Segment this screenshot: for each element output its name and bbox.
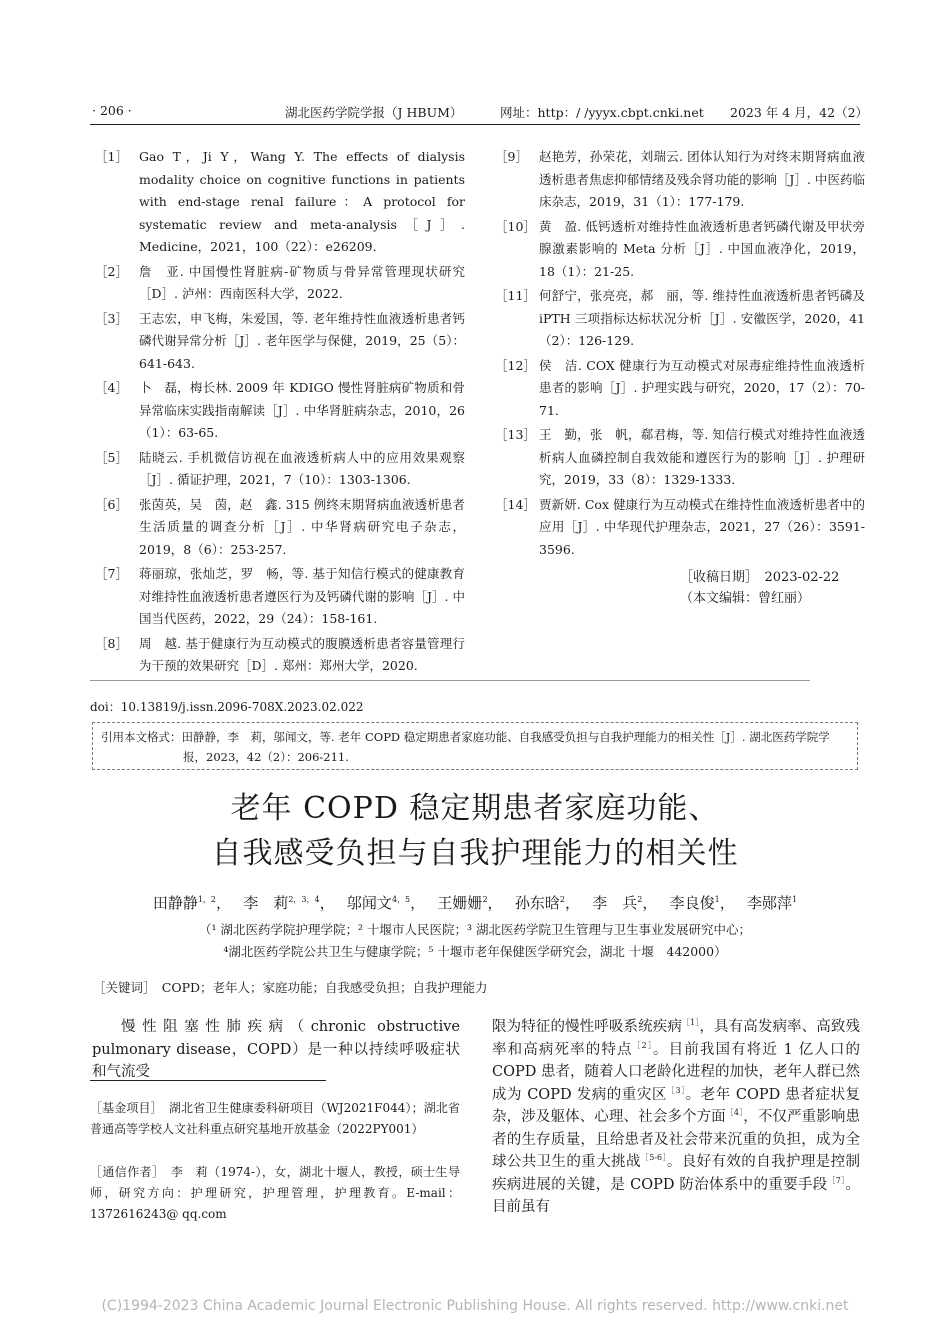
author: 李 兵$^2$， xyxy=(592,894,665,912)
reference-item: ［12］ 侯 洁. COX 健康行为互动模式对尿毒症维持性血液透析患者的影响［J］. 护理实践与研究，2020，17（2）：70-71. xyxy=(495,357,865,418)
page-number: · 206 · xyxy=(92,103,132,118)
author: 李 莉$^{2,3,4}$， xyxy=(243,894,343,912)
fund-text: 湖北省卫生健康委科研项目（WJ2021F044）；湖北省普通高等学校人文社科重点研究基地开放基金（2022PY001） xyxy=(90,1101,460,1136)
reference-item: ［8］ 周 越. 基于健康行为互动模式的腹膜透析患者容量管理行为干预的效果研究［D］. 郑州：郑州大学，2020. xyxy=(95,635,465,673)
header-rule xyxy=(90,124,860,125)
citation-line-2: 报，2023，42（2）：206-211. xyxy=(183,750,349,764)
affiliation-line-1: （¹ 湖北医药学院护理学院；² 十堰市人民医院；³ 湖北医药学院卫生管理与卫生事业发展研究中心； xyxy=(199,922,751,937)
reference-item: ［13］ 王 勤，张 帆，郗君梅，等. 知信行模式对维持性血液透析病人血磷控制自我效能和遵医行为的影响［J］. 护理研究，2019，33（8）：1329-1333. xyxy=(495,427,865,487)
author: 李良俊$^1$， xyxy=(669,894,743,912)
references-left xyxy=(95,146,465,680)
corr-text: 李 莉（1974-），女，湖北十堰人，教授，硕士生导师，研究方向：护理研究，护理管理，护理教育。E-mail：1372616243@ qq.com xyxy=(90,1165,460,1221)
reference-item: ［10］ 黄 盈. 低钙透析对维持性血液透析患者钙磷代谢及甲状旁腺激素影响的 Meta 分析［J］. 中国血液净化，2019，18（1）：21-25. xyxy=(495,218,865,279)
reference-item: ［3］ 王志宏，申飞梅，朱爱国，等. 老年维持性血液透析患者钙磷代谢异常分析［J］. 老年医学与保健，2019，25（5）：641-643. xyxy=(95,310,465,371)
author: 王姗姗$^2$， xyxy=(437,894,511,912)
author: 邬闻文$^{4,5}$， xyxy=(346,894,433,912)
citation-ref[interactable]: ［7］ xyxy=(827,1175,846,1185)
keywords-text: COPD；老年人；家庭功能；自我感受负担；自我护理能力 xyxy=(161,980,488,995)
keywords xyxy=(93,978,488,996)
intro-left-paragraph: 慢性阻塞性肺疾病（chronic obstructive pulmonary disease，COPD）是一种以持续呼吸症状和气流受 xyxy=(92,1019,460,1080)
citation-box xyxy=(92,722,858,770)
fund-footnote xyxy=(90,1098,460,1140)
keywords-label: ［关键词］ xyxy=(93,980,150,995)
journal-name: 湖北医药学院学报（J HBUM） xyxy=(285,105,463,120)
article-title-line-1: 老年 COPD 稳定期患者家庭功能、 xyxy=(230,791,720,826)
author: 李郧萍$^1$ xyxy=(747,894,798,912)
reference-item: ［5］ 陆晓云. 手机微信访视在血液透析病人中的应用效果观察［J］. 循证护理，2021，7（10）：1303-1306. xyxy=(95,449,465,487)
reference-item: ［14］ 贾新妍. Cox 健康行为互动模式在维持性血液透析患者中的应用［J］. 中华现代护理杂志，2021，27（26）：3591-3596. xyxy=(495,496,865,557)
corr-label: ［通信作者］ xyxy=(90,1165,159,1179)
citation-line-1: 引用本文格式：田静静，李 莉，邬闻文，等. 老年 COPD 稳定期患者家庭功能、自我感受负担与自我护理能力的相关性［J］. 湖北医药学院学 xyxy=(101,730,830,744)
reference-item: ［7］ 蒋丽琼，张灿芝，罗 畅，等. 基于知信行模式的健康教育对维持性血液透析患者遵医行为及钙磷代谢的影响［J］. 中国当代医药，2022，29（24）：158-161. xyxy=(95,566,465,626)
reference-item: ［1］ Gao T，Ji Y，Wang Y. The effects of dialysis modality choice on cognitive functions in patients with end-stage renal failure：A protocol for systematic review and meta-analysis［J］. Medicine，2021，100（22）：e26209. xyxy=(95,149,465,254)
author: 田静静$^{1,2}$， xyxy=(152,894,239,912)
reference-item: ［11］ 何舒宁，张亮亮，郝 丽，等. 维持性血液透析患者钙磷及 iPTH 三项指标达标状况分析［J］. 安徽医学，2020，41（2）：126-129. xyxy=(495,288,865,348)
article-title-line-2: 自我感受负担与自我护理能力的相关性 xyxy=(211,836,739,871)
citation-ref[interactable]: ［5-6］ xyxy=(640,1153,667,1163)
author-list xyxy=(0,892,950,913)
journal-website: 网址：http：/ /yyyx.cbpt.cnki.net xyxy=(500,105,704,120)
corresponding-footnote xyxy=(90,1162,460,1225)
citation-ref[interactable]: ［1］ xyxy=(681,1018,700,1028)
fund-label: ［基金项目］ xyxy=(90,1101,157,1115)
editor-note: （本文编辑：曾红丽） xyxy=(680,591,811,606)
citation-ref[interactable]: ［3］ xyxy=(666,1085,686,1095)
reference-item: ［4］ 卜 磊，梅长林. 2009 年 KDIGO 慢性肾脏病矿物质和骨异常临床实践指南解读［J］. 中华肾脏病杂志，2010，26（1）：63-65. xyxy=(95,380,465,440)
intro-right-paragraph: 限为特征的慢性呼吸系统疾病$^{[1]}$，具有高发病率、高致残率和高病死率的特点$^{[2]}$。目前我国有将近 1 亿人口的 COPD 患者，随着人口老龄化进程的加快，老年人群已然成为 COPD 发病的重灾区$^{[3]}$。老年 COPD 患者症状复杂，涉及躯体、心理、社会多个方面$^{[4]}$，不仅严重影响患者的生存质量，且给患者及社会带来沉重的负担，成为全球公共卫生的重大挑战$^{[5-6]}$。良好有效的自我护理是控制疾病进展的关键，是 COPD 防治体系中的重要手段$^{[7]}$。目前虽有 xyxy=(492,1018,861,1215)
doi: doi：10.13819/j.issn.2096-708X.2023.02.022 xyxy=(90,700,364,714)
received-date: ［收稿日期］ 2023-02-22 xyxy=(680,570,840,585)
issue-info: 2023 年 4 月，42（2） xyxy=(730,105,869,120)
copyright-watermark: (C)1994-2023 China Academic Journal Electronic Publishing House. All rights reserved. http://www.cnki.net xyxy=(101,1298,849,1314)
affiliation-line-2: ⁴湖北医药学院公共卫生与健康学院；⁵ 十堰市老年保健医学研究会，湖北 十堰 442000） xyxy=(223,944,727,959)
citation-ref[interactable]: ［4］ xyxy=(725,1108,744,1118)
section-rule xyxy=(90,680,810,681)
reference-item: ［6］ 张茵英，吴 茵，赵 鑫. 315 例终末期肾病血液透析患者生活质量的调查分析［J］. 中华肾病研究电子杂志，2019，8（6）：253-257. xyxy=(95,496,465,557)
author: 孙东晗$^2$， xyxy=(514,894,588,912)
citation-ref[interactable]: ［2］ xyxy=(632,1040,654,1050)
footnote-rule xyxy=(90,1080,326,1081)
reference-item: ［9］ 赵艳芳，孙荣花，刘瑞云. 团体认知行为对终末期肾病血液透析患者焦虑抑郁情绪及残余肾功能的影响［J］. 中医药临床杂志，2019，31（1）：177-179. xyxy=(495,149,865,209)
references-right xyxy=(495,146,865,609)
reference-item: ［2］ 詹 亚. 中国慢性肾脏病-矿物质与骨异常管理现状研究［D］. 泸州：西南医科大学，2022. xyxy=(95,263,465,301)
